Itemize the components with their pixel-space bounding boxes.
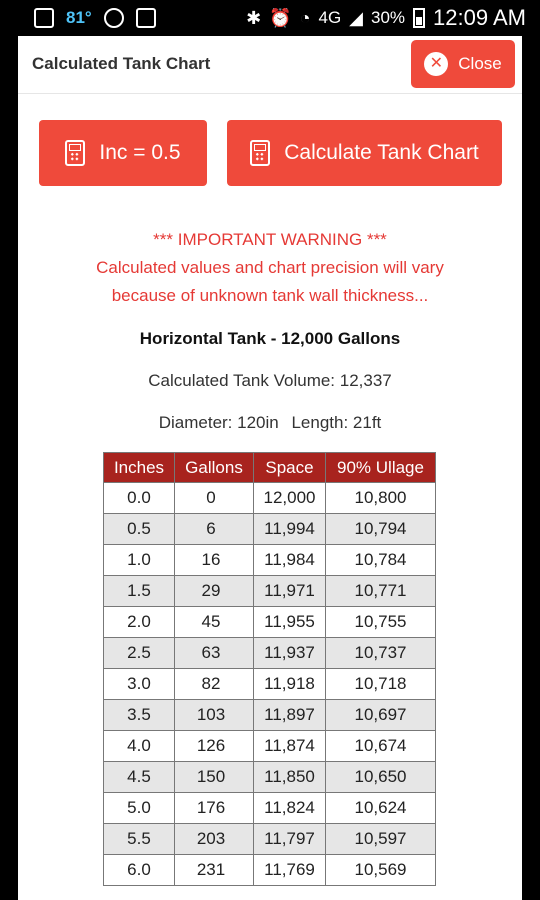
warning-text-line-1: Calculated values and chart precision will vary bbox=[96, 258, 444, 277]
tank-chart-table bbox=[103, 452, 436, 886]
table-row bbox=[104, 483, 436, 514]
tank-diameter: Diameter: 120in bbox=[158, 413, 279, 432]
cell-ullage: 10,718 bbox=[326, 669, 436, 700]
cell-ullage: 10,737 bbox=[326, 638, 436, 669]
table-row bbox=[104, 576, 436, 607]
calculate-tank-chart-button[interactable] bbox=[227, 120, 502, 186]
table-row bbox=[104, 824, 436, 855]
cell-space: 11,971 bbox=[254, 576, 326, 607]
cell-gallons: 63 bbox=[175, 638, 254, 669]
cell-ullage: 10,800 bbox=[326, 483, 436, 514]
sync-icon bbox=[104, 8, 124, 28]
cell-ullage: 10,794 bbox=[326, 514, 436, 545]
column-header-gallons: Gallons bbox=[175, 453, 254, 483]
cell-inches: 0.0 bbox=[104, 483, 175, 514]
briefcase-icon bbox=[136, 8, 156, 28]
calculator-icon bbox=[250, 140, 270, 166]
table-row bbox=[104, 545, 436, 576]
table-body bbox=[104, 483, 436, 886]
cell-ullage: 10,755 bbox=[326, 607, 436, 638]
cell-inches: 0.5 bbox=[104, 514, 175, 545]
clock-time: 12:09 AM bbox=[433, 5, 526, 30]
cell-inches: 4.5 bbox=[104, 762, 175, 793]
cell-ullage: 10,697 bbox=[326, 700, 436, 731]
cell-space: 11,797 bbox=[254, 824, 326, 855]
cell-gallons: 176 bbox=[175, 793, 254, 824]
table-header-row bbox=[104, 453, 436, 483]
network-type: 4G bbox=[318, 8, 342, 27]
cell-space: 11,984 bbox=[254, 545, 326, 576]
status-bar-left bbox=[34, 4, 156, 32]
cell-gallons: 231 bbox=[175, 855, 254, 886]
table-row bbox=[104, 793, 436, 824]
cell-space: 11,850 bbox=[254, 762, 326, 793]
table-row bbox=[104, 514, 436, 545]
tank-title: Horizontal Tank - 12,000 Gallons bbox=[139, 329, 401, 348]
signal-icon: ◢ bbox=[349, 7, 364, 28]
cell-space: 11,769 bbox=[254, 855, 326, 886]
table-row bbox=[104, 638, 436, 669]
close-label: Close bbox=[458, 54, 502, 73]
cell-inches: 3.0 bbox=[104, 669, 175, 700]
cell-inches: 6.0 bbox=[104, 855, 175, 886]
cell-inches: 5.5 bbox=[104, 824, 175, 855]
cell-ullage: 10,650 bbox=[326, 762, 436, 793]
cell-ullage: 10,569 bbox=[326, 855, 436, 886]
cell-space: 12,000 bbox=[254, 483, 326, 514]
cell-ullage: 10,624 bbox=[326, 793, 436, 824]
cell-space: 11,937 bbox=[254, 638, 326, 669]
column-header-inches: Inches bbox=[104, 453, 175, 483]
dialog-title: Calculated Tank Chart bbox=[32, 54, 211, 73]
warning-heading: *** IMPORTANT WARNING *** bbox=[153, 230, 387, 249]
warning-text-line-2: because of unknown tank wall thickness... bbox=[111, 286, 429, 305]
cell-ullage: 10,784 bbox=[326, 545, 436, 576]
status-bar bbox=[0, 0, 540, 36]
cell-inches: 2.0 bbox=[104, 607, 175, 638]
cell-gallons: 45 bbox=[175, 607, 254, 638]
cell-gallons: 126 bbox=[175, 731, 254, 762]
table-row bbox=[104, 607, 436, 638]
tank-volume: Calculated Tank Volume: 12,337 bbox=[148, 371, 392, 390]
increment-label: Inc = 0.5 bbox=[99, 141, 181, 164]
cell-space: 11,874 bbox=[254, 731, 326, 762]
cell-inches: 2.5 bbox=[104, 638, 175, 669]
cell-space: 11,897 bbox=[254, 700, 326, 731]
cell-inches: 4.0 bbox=[104, 731, 175, 762]
table-row bbox=[104, 731, 436, 762]
dialog-header bbox=[18, 36, 522, 94]
cell-ullage: 10,771 bbox=[326, 576, 436, 607]
battery-icon bbox=[413, 8, 425, 28]
cell-inches: 1.5 bbox=[104, 576, 175, 607]
alarm-icon: ⏰ bbox=[269, 7, 292, 28]
table-row bbox=[104, 700, 436, 731]
cell-inches: 3.5 bbox=[104, 700, 175, 731]
cell-gallons: 16 bbox=[175, 545, 254, 576]
tank-chart-dialog bbox=[18, 36, 522, 900]
cell-space: 11,824 bbox=[254, 793, 326, 824]
status-bar-right bbox=[246, 4, 526, 32]
cell-gallons: 6 bbox=[175, 514, 254, 545]
cell-inches: 5.0 bbox=[104, 793, 175, 824]
calculate-label: Calculate Tank Chart bbox=[284, 141, 479, 164]
calculator-icon bbox=[65, 140, 85, 166]
cell-gallons: 150 bbox=[175, 762, 254, 793]
table-row bbox=[104, 855, 436, 886]
column-header-space: Space bbox=[254, 453, 326, 483]
close-button[interactable] bbox=[411, 40, 515, 88]
cell-ullage: 10,674 bbox=[326, 731, 436, 762]
tank-dimensions bbox=[18, 413, 522, 433]
cell-space: 11,994 bbox=[254, 514, 326, 545]
gallery-icon bbox=[34, 8, 54, 28]
tank-length: Length: 21ft bbox=[291, 413, 382, 432]
close-icon: ✕ bbox=[424, 52, 448, 76]
table-row bbox=[104, 669, 436, 700]
cell-gallons: 0 bbox=[175, 483, 254, 514]
cell-ullage: 10,597 bbox=[326, 824, 436, 855]
increment-button[interactable] bbox=[39, 120, 207, 186]
cell-space: 11,918 bbox=[254, 669, 326, 700]
table-row bbox=[104, 762, 436, 793]
cell-gallons: 103 bbox=[175, 700, 254, 731]
cell-gallons: 203 bbox=[175, 824, 254, 855]
cell-gallons: 82 bbox=[175, 669, 254, 700]
cell-space: 11,955 bbox=[254, 607, 326, 638]
temperature-text: 81° bbox=[66, 8, 92, 27]
wifi-icon: ◔ bbox=[299, 7, 311, 28]
cell-gallons: 29 bbox=[175, 576, 254, 607]
battery-percent: 30% bbox=[371, 8, 406, 27]
column-header-ullage: 90% Ullage bbox=[326, 453, 436, 483]
bluetooth-icon: ✱ bbox=[246, 7, 262, 28]
cell-inches: 1.0 bbox=[104, 545, 175, 576]
